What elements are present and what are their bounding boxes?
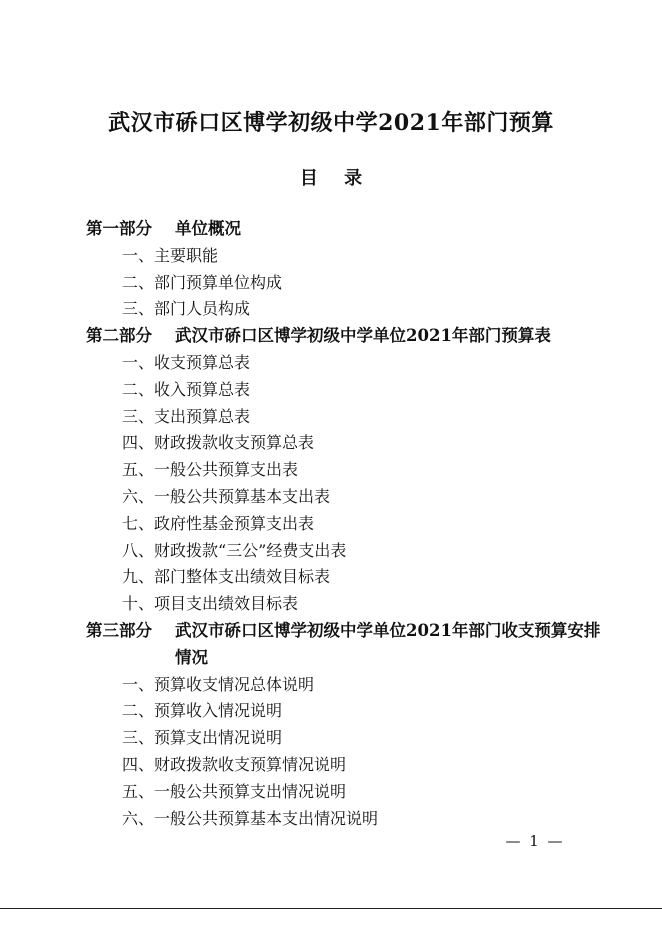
part-title: 武汉市硚口区博学初级中学单位2021年部门预算表 — [175, 326, 551, 346]
toc-item: 一、主要职能 — [122, 245, 219, 265]
bottom-divider — [0, 908, 662, 909]
toc-item: 二、收入预算总表 — [122, 379, 251, 399]
document-title: 武汉市硚口区博学初级中学2021年部门预算 — [108, 110, 554, 136]
toc-part-1 — [86, 216, 606, 243]
toc-item: 六、一般公共预算基本支出表 — [122, 486, 331, 506]
toc-part-2 — [86, 323, 606, 350]
toc-item: 八、财政拨款“三公”经费支出表 — [122, 540, 347, 560]
toc-item: 十、项目支出绩效目标表 — [122, 594, 299, 614]
part-label: 第三部分 — [86, 620, 152, 640]
part-label: 第二部分 — [86, 326, 152, 346]
table-of-contents — [86, 216, 606, 832]
page-number: — 1 — — [505, 832, 565, 850]
toc-item: 三、部门人员构成 — [122, 299, 251, 319]
toc-item: 三、支出预算总表 — [122, 406, 251, 426]
toc-item: 二、部门预算单位构成 — [122, 272, 283, 292]
toc-item: 七、政府性基金预算支出表 — [122, 513, 315, 533]
toc-item: 五、一般公共预算支出情况说明 — [122, 781, 347, 801]
toc-item: 六、一般公共预算基本支出情况说明 — [122, 808, 379, 828]
toc-item: 九、部门整体支出绩效目标表 — [122, 567, 331, 587]
toc-item: 一、收支预算总表 — [122, 352, 251, 372]
toc-item: 四、财政拨款收支预算情况说明 — [122, 754, 347, 774]
toc-item: 五、一般公共预算支出表 — [122, 460, 299, 480]
toc-item: 二、预算收入情况说明 — [122, 701, 283, 721]
toc-item: 四、财政拨款收支预算总表 — [122, 433, 315, 453]
part-label: 第一部分 — [86, 219, 152, 238]
toc-part-3 — [86, 618, 606, 672]
toc-item: 一、预算收支情况总体说明 — [122, 674, 315, 694]
toc-heading: 目 录 — [299, 168, 373, 189]
toc-item: 三、预算支出情况说明 — [122, 728, 283, 748]
part-title: 武汉市硚口区博学初级中学单位2021年部门收支预算安排情况 — [175, 620, 601, 667]
part-title: 单位概况 — [175, 219, 241, 238]
